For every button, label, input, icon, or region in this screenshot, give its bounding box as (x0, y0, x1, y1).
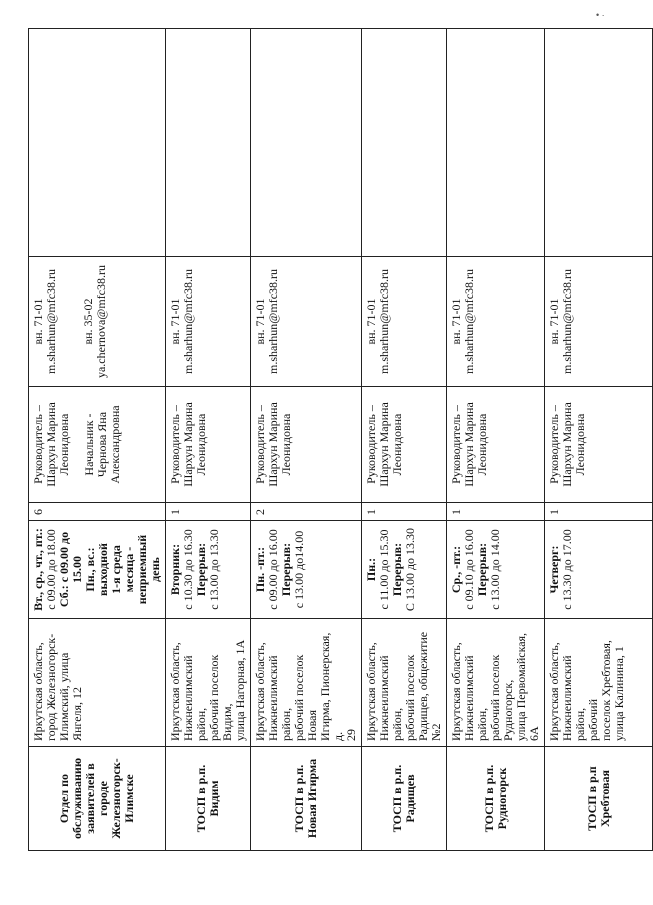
schedule-line: Вт., ср., чт., пт.: (31, 528, 45, 611)
schedule-line: Перерыв: (475, 542, 489, 597)
head-line: Леонидовна (573, 413, 587, 476)
schedule-cell (251, 521, 362, 619)
table-row (166, 29, 251, 851)
address-line: Радищев, общежитие (416, 631, 430, 741)
office-name: ТОСП в р.п. Радищев (390, 764, 417, 833)
office-name: ТОСП в р.п. Видим (194, 764, 221, 833)
schedule-cell (29, 521, 166, 619)
office-name: ТОСП в р.п Хребтовая (584, 766, 612, 831)
address-line: улица Нагорная, 1А (233, 639, 247, 741)
schedule-cell (166, 521, 251, 619)
office-name: Отдел по обслуживанию заявителей в городе Железногорск-Илимске (57, 758, 136, 839)
contact-line: m.sharhun@mfc38.ru (44, 268, 58, 375)
schedule-line: Перерыв: (390, 542, 404, 597)
address-cell (362, 619, 447, 747)
address-line: поселок Хребтовая, (599, 640, 613, 741)
address-line: Нижнеилимский район, (462, 652, 489, 741)
address-line: 6А (527, 726, 541, 741)
address-line: Иркутская область, (364, 642, 378, 741)
schedule-line: Перерыв: (194, 542, 208, 597)
table-row (362, 29, 447, 851)
head-line: Чернова Яна (95, 411, 109, 478)
schedule-line: неприемный день (135, 531, 162, 605)
address-line: рабочий поселок (207, 654, 221, 741)
head-cell (251, 387, 362, 503)
head-line: Леонидовна (57, 413, 71, 476)
staff-count: 1 (547, 509, 561, 515)
address-cell (447, 619, 545, 747)
schedule-line: Ср., -пт.: (449, 545, 463, 594)
head-line: Руководитель – (253, 405, 267, 484)
address-line: Иркутская область, (168, 642, 182, 741)
contacts-cell (545, 257, 653, 387)
staff-count-cell (251, 503, 362, 521)
line-gap (58, 262, 70, 381)
contact-line: вн. 71-01 (364, 298, 378, 345)
schedule-line: Пн.: (364, 557, 378, 582)
address-cell (251, 619, 362, 747)
head-cell (29, 387, 166, 503)
schedule-line: с 13.30 до 17.00 (560, 529, 574, 610)
empty-cell (166, 29, 251, 257)
empty-cell (447, 29, 545, 257)
address-cell (29, 619, 166, 747)
address-line: Нижнеилимский район, (266, 652, 293, 741)
empty-cell (362, 29, 447, 257)
empty-cell (251, 29, 362, 257)
address-line: Игирма, Пионерская, д. (318, 629, 345, 741)
address-line: улица Калинина, 1 (612, 646, 626, 741)
address-line: №2 (429, 723, 443, 741)
head-cell (362, 387, 447, 503)
head-line: Шархун Марина (560, 402, 574, 487)
office-name: ТОСП в р.п. Новая Игирма (292, 758, 319, 839)
head-line: Александровна (108, 405, 122, 484)
address-line: рабочий поселок (488, 654, 502, 741)
schedule-line: с 11.00 до 15.30 (377, 529, 391, 610)
schedule-line: с 09.00 до 18.00 (44, 529, 58, 610)
address-line: Рудногорск, (501, 679, 515, 741)
schedule-cell (447, 521, 545, 619)
schedule-line: Вторник: (168, 543, 182, 596)
address-line: рабочий поселок Новая (292, 651, 319, 741)
schedule-line: С 13.00 до 13.30 (403, 527, 417, 612)
staff-count-cell (545, 503, 653, 521)
contact-line: m.sharhun@mfc38.ru (377, 268, 391, 375)
contact-line: ya.chernova@mfc38.ru (94, 265, 108, 379)
contacts-cell (251, 257, 362, 387)
staff-count-cell (447, 503, 545, 521)
address-line: Видим, (220, 703, 234, 741)
schedule-line: 1-я среда месяца - (109, 542, 136, 594)
address-line: Нижнеилимский район, (181, 652, 208, 741)
contact-line: m.sharhun@mfc38.ru (266, 268, 280, 375)
offices-table (28, 28, 653, 851)
head-line: Шархун Марина (462, 402, 476, 487)
schedule-line: Четверг: (547, 545, 561, 594)
office-name-cell (447, 747, 545, 851)
address-line: 29 (344, 729, 358, 741)
contacts-cell (447, 257, 545, 387)
head-line: Руководитель – (168, 405, 182, 484)
head-line: Шархун Марина (266, 402, 280, 487)
address-line: Янгеля, 12 (70, 686, 84, 741)
staff-count: 2 (253, 509, 267, 515)
schedule-cell (362, 521, 447, 619)
address-cell (166, 619, 251, 747)
address-line: Иркутская область, (449, 642, 463, 741)
address-line: Илимский, улица (57, 652, 71, 741)
contact-line: вн. 71-01 (168, 298, 182, 345)
schedule-line: с 13.00 до 13.30 (207, 529, 221, 610)
head-line: Руководитель – (31, 405, 45, 484)
contact-line: вн. 71-01 (253, 298, 267, 345)
contacts-cell (362, 257, 447, 387)
head-line: Шархун Марина (44, 402, 58, 487)
address-line: Нижнеилимский район, (560, 652, 587, 741)
address-line: улица Первомайская, (514, 632, 528, 741)
contact-line: вн. 71-01 (547, 298, 561, 345)
office-name-cell (362, 747, 447, 851)
head-line: Леонидовна (390, 413, 404, 476)
address-line: город Железногорск- (44, 633, 58, 741)
office-name-cell (545, 747, 653, 851)
head-line: Руководитель – (449, 405, 463, 484)
schedule-line: с 09.00 до 16.00 (266, 529, 280, 610)
contact-line: m.sharhun@mfc38.ru (560, 268, 574, 375)
schedule-line: с 09.10 до 16.00 (462, 529, 476, 610)
staff-count-cell (29, 503, 166, 521)
contact-line: вн. 35-02 (81, 298, 95, 345)
head-cell (545, 387, 653, 503)
schedule-line: Пн. -пт.: (253, 546, 267, 593)
address-line: Иркутская область, (547, 642, 561, 741)
table-row (251, 29, 362, 851)
head-line: Начальник - (82, 413, 96, 476)
empty-cell (545, 29, 653, 257)
scan-speck: • · (596, 10, 605, 20)
head-line: Леонидовна (279, 413, 293, 476)
address-line: рабочий (586, 699, 600, 741)
head-cell (447, 387, 545, 503)
table-wrapper (28, 29, 626, 851)
table-row (29, 29, 166, 851)
office-name-cell (29, 747, 166, 851)
address-line: рабочий поселок (403, 654, 417, 741)
contact-line: m.sharhun@mfc38.ru (181, 268, 195, 375)
table-row (447, 29, 545, 851)
staff-count-cell (362, 503, 447, 521)
schedule-line: с 10.30 до 16.30 (181, 529, 195, 610)
head-line: Шархун Марина (377, 402, 391, 487)
address-line: Иркутская область, (253, 642, 267, 741)
staff-count-cell (166, 503, 251, 521)
schedule-line: с 13.00 до14.00 (292, 530, 306, 609)
head-line: Леонидовна (194, 413, 208, 476)
address-line: Иркутская область, (31, 642, 45, 741)
contact-line: вн. 71-01 (449, 298, 463, 345)
schedule-line: Перерыв: (279, 542, 293, 597)
office-name-cell (166, 747, 251, 851)
contact-line: m.sharhun@mfc38.ru (462, 268, 476, 375)
staff-count: 1 (364, 509, 378, 515)
contact-line: вн. 71-01 (31, 298, 45, 345)
head-line: Леонидовна (475, 413, 489, 476)
staff-count: 1 (168, 509, 182, 515)
head-line: Руководитель – (364, 405, 378, 484)
address-cell (545, 619, 653, 747)
head-line: Руководитель – (547, 405, 561, 484)
office-name-cell (251, 747, 362, 851)
head-line: Шархун Марина (181, 402, 195, 487)
schedule-line: Сб.: с 09.00 до 15.00 (57, 528, 84, 608)
schedule-cell (545, 521, 653, 619)
contacts-cell (29, 257, 166, 387)
schedule-line: с 13.00 до 14.00 (488, 529, 502, 610)
staff-count: 6 (31, 509, 45, 515)
staff-count: 1 (449, 509, 463, 515)
head-cell (166, 387, 251, 503)
schedule-line: Пн., вс.: выходной (83, 543, 110, 596)
contacts-cell (166, 257, 251, 387)
address-line: Нижнеилимский район, (377, 652, 404, 741)
rotated-table-viewport (28, 29, 626, 851)
empty-cell (29, 29, 166, 257)
table-row (545, 29, 653, 851)
office-name: ТОСП в р.п. Рудногорск (481, 764, 509, 833)
